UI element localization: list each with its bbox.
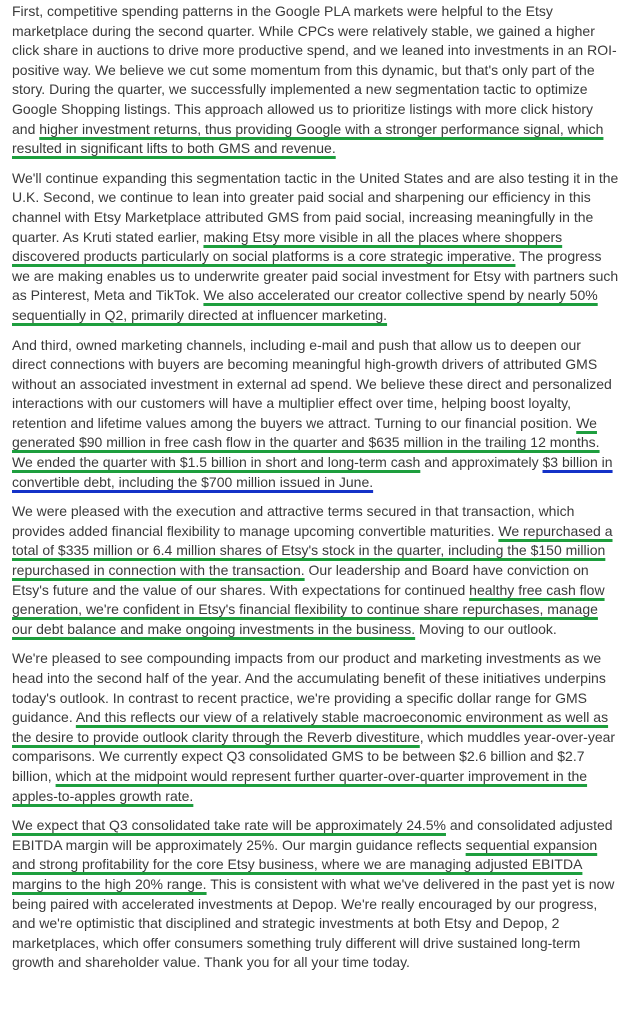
- text-segment: Our leadership and Board have conviction on Etsy's future and the value of our shares. With expectations for continued: [12, 562, 589, 598]
- green-highlight-segment: We expect that Q3 consolidated take rate will be approximately 24.5%: [12, 817, 446, 834]
- paragraph-1: [12, 2, 619, 159]
- text-segment: This is consistent with what we've delivered in the past yet is now being paired with accelerated investments at Depop. We're really encouraged by our progress, and we're optimistic that disciplined and strategic investments at both Etsy and Depop, 2 marketplaces, which offer consumers something truly different will drive sustained long-term growth and shareholder value. Thank you for all your time today.: [12, 875, 615, 971]
- paragraph-5: [12, 649, 619, 806]
- green-highlight-segment: higher investment returns, thus providing Google with a stronger performance signal, which resulted in significant lifts to both GMS and revenue.: [12, 120, 604, 157]
- green-highlight-segment: We also accelerated our creator collective spend by nearly 50% sequentially in Q2, primarily directed at influencer marketing.: [12, 287, 598, 323]
- paragraph-6: [12, 816, 619, 973]
- text-segment: We were pleased with the execution and attractive terms secured in that transaction, which provides added financial flexibility to manage upcoming convertible maturities.: [12, 503, 575, 539]
- green-highlight-segment: making Etsy more visible in all the places where shoppers discovered products particularly on social platforms is a core strategic imperative.: [12, 228, 563, 265]
- transcript-document: [12, 2, 619, 983]
- text-segment: Moving to our outlook.: [415, 620, 557, 637]
- green-highlight-segment: We repurchased a total of $335 million or 6.4 million shares of Etsy's stock in the quarter, including the $150 million repurchased in connection with the transaction.: [12, 522, 613, 579]
- text-segment: First, competitive spending patterns in the Google PLA markets were helpful to the Etsy marketplace during the second quarter. While CPCs were relatively stable, we gained a higher click share in auctions to drive more productive spend, and we leaned into investments in an ROI-positive way. We believe we cut some momentum from this dynamic, but that's only part of the story. During the quarter, we successfully implemented a new segmentation tactic to optimize Google Shopping listings. This approach allowed us to prioritize listings with more click history and: [12, 3, 617, 137]
- text-segment: and approximately: [420, 454, 543, 471]
- text-segment: The progress we are making enables us to underwrite greater paid social investment for Etsy with partners such as Pinterest, Meta and TikTok.: [12, 248, 619, 304]
- text-segment: We'll continue expanding this segmentation tactic in the United States and are also testing it in the U.K. Second, we continue to lean into greater paid social and sharpening our efficiency in this channel with Etsy Marketplace attributed GMS from paid social, increasing meaningfully in the quarter. As Kruti stated earlier,: [12, 169, 619, 245]
- blue-highlight-segment: $3 billion in convertible debt, including the $700 million issued in June.: [12, 454, 613, 490]
- paragraph-4: [12, 502, 619, 639]
- text-segment: , which muddles year-over-year comparisons. We currently expect Q3 consolidated GMS to be between $2.6 billion and $2.7 billion,: [12, 728, 616, 784]
- paragraph-3: [12, 336, 619, 493]
- paragraph-2: [12, 169, 619, 326]
- green-highlight-segment: which at the midpoint would represent further quarter-over-quarter improvement in the apples-to-apples growth rate.: [12, 767, 588, 804]
- text-segment: We're pleased to see compounding impacts from our product and marketing investments as we head into the second half of the year. And the accumulating benefit of these initiatives underpins today's outlook. In contrast to recent practice, we're providing a specific dollar range for GMS guidance.: [12, 650, 606, 726]
- text-segment: And third, owned marketing channels, including e-mail and push that allow us to deepen our direct connections with buyers are becoming meaningful high-growth drivers of attributed GMS without an associated investment in external ad spend. We believe these direct and personalized interactions with our customers will have a multiplier effect over time, helping boost loyalty, retention and lifetime values among the buyers we attract. Turning to our financial position.: [12, 336, 612, 431]
- green-highlight-segment: sequential expansion and strong profitability for the core Etsy business, where we are managing adjusted EBITDA margins to the high 20% range.: [12, 836, 598, 892]
- text-segment: and consolidated adjusted EBITDA margin will be approximately 25%. Our margin guidance reflects: [12, 817, 613, 853]
- green-highlight-segment: healthy free cash flow generation, we're confident in Etsy's financial flexibility to continue share repurchases, manage our debt balance and make ongoing investments in the business.: [12, 581, 605, 637]
- green-highlight-segment: And this reflects our view of a relatively stable macroeconomic environment as well as the desire to provide outlook clarity through the Reverb divestiture: [12, 709, 609, 745]
- green-highlight-segment: We generated $90 million in free cash flow in the quarter and $635 million in the trailing 12 months. We ended the quarter with $1.5 billion in short and long-term cash: [12, 414, 600, 471]
